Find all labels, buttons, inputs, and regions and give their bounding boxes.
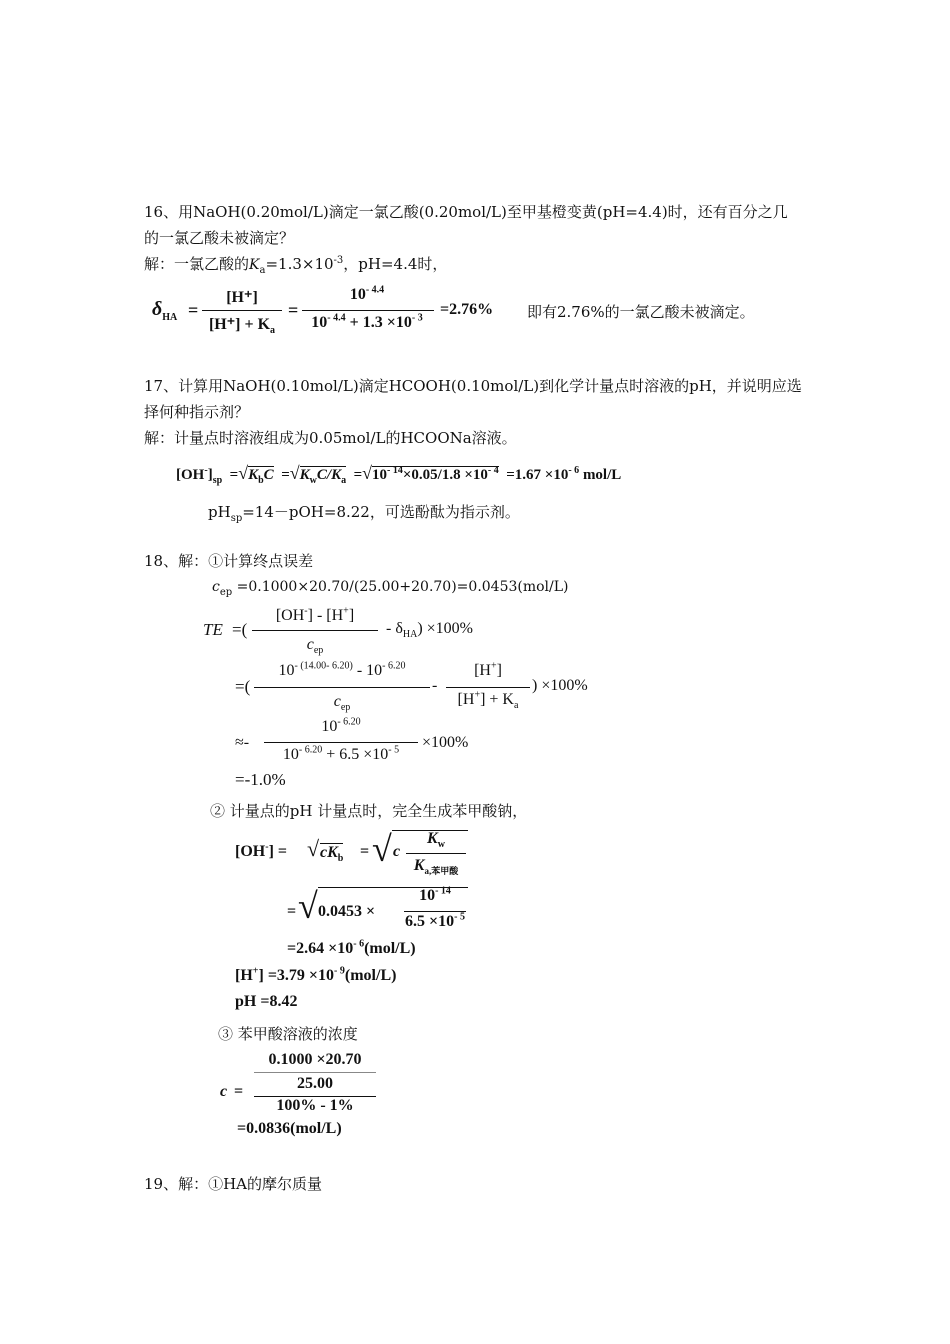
- q16-ka-value: =1.3×10: [265, 255, 334, 273]
- q16-solution-line: [144, 254, 447, 275]
- q18-step2-ph: pH =8.42: [235, 993, 298, 1010]
- q18-te-line4: =-1.0%: [235, 770, 286, 789]
- q16-frac2-numerator: $10^{- 4.4}$: [349, 284, 385, 303]
- q16-question-line1: 16、用NaOH(0.20mol/L)滴定一氯乙酸(0.20mol/L)至甲基橙变黄(pH=4.4)时，还有百分之几: [144, 203, 788, 221]
- te2-frac1-numerator: $10^{- (14.00- 6.20)} - 10^{- 6.20}$: [278, 660, 406, 679]
- q16-question-line2: 的一氯乙酸未被滴定？: [144, 229, 295, 247]
- q16-frac2-denominator: $10^{- 4.4} + 1.3 \times 10^{- 3}$: [311, 312, 423, 331]
- q19-heading: 19、解：①HA的摩尔质量: [144, 1175, 323, 1193]
- te2-frac2-numerator: [H+]: [474, 660, 502, 679]
- q18-cep-line: $c_{ep} =0.1000\times 20.70/(25.00+20.70)=0.0453(mol/L)$: [212, 579, 569, 598]
- q16-result: =2.76%: [440, 301, 494, 318]
- q17-ph-line: $pH_{sp}=14-pOH=8.22$，可选酚酞为指示剂。: [208, 503, 520, 524]
- te-label: TE: [203, 620, 223, 639]
- q16-delta: δ: [152, 298, 163, 320]
- q16-sol-suffix: ，pH=4.4时，: [343, 255, 448, 273]
- q17-equation: $[OH^-]_{sp} =√K_bC =√K_wC/K_a =√10^{- 14}\times 0.05/1.8 \times 10^{- 4} =1.67 \times 10^{- 6}$ mol/L: [176, 463, 622, 486]
- q16-ka-exp: -3: [333, 255, 344, 266]
- te2-frac2-denominator: $[H^+] + K_a$: [457, 689, 519, 712]
- q16-frac1-bar: [202, 310, 282, 311]
- q16-sol-prefix: 解：一氯乙酸的: [144, 255, 250, 273]
- q16-frac2-bar: [302, 310, 434, 311]
- q18-step2-heading: ② 计量点的pH 计量点时，完全生成苯甲酸钠，: [210, 802, 528, 820]
- q16-ka-sub: a: [259, 265, 266, 276]
- te-frac-numerator: [OH-] - [H+]: [275, 605, 355, 624]
- q18-heading: 18、解：①计算终点误差: [144, 552, 314, 570]
- q18-step2-h-conc: $[H^+] =3.79 \times 10^{- 9}(mol/L)$: [235, 965, 397, 984]
- q16-frac1-numerator: [H⁺]: [226, 289, 258, 306]
- q17-question-line2: 择何种指示剂？: [144, 403, 250, 421]
- q16-conclusion: 即有2.76%的一氯乙酸未被滴定。: [527, 303, 755, 321]
- q17-question-line1: 17、计算用NaOH(0.10mol/L)滴定HCOOH(0.10mol/L)到化学计量点时溶液的pH，并说明应选: [144, 377, 802, 395]
- q16-ka-symbol: K: [249, 257, 260, 273]
- q16-delta-sub: HA: [162, 312, 178, 323]
- q18-step3-heading: ③ 苯甲酸溶液的浓度: [218, 1025, 358, 1043]
- q18-step2-eq3: $=2.64 \times 10^{- 6}(mol/L)$: [287, 938, 416, 957]
- q17-solution-line: 解：计量点时溶液组成为0.05mol/L的HCOONa溶液。: [144, 429, 517, 447]
- q16-frac1-denominator: $[H^+] + K_a$: [208, 316, 276, 337]
